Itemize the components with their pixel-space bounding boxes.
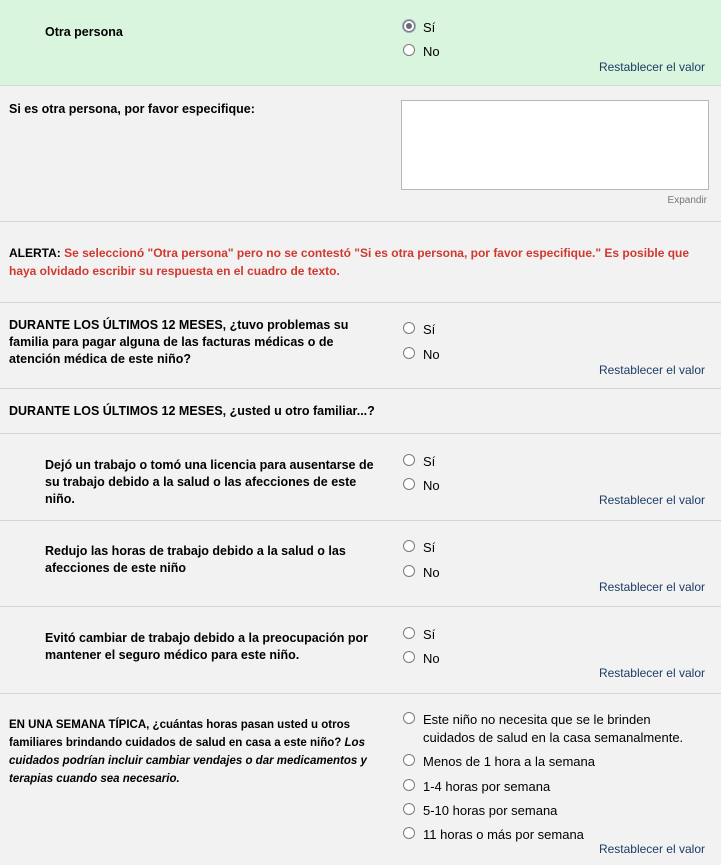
radio-button[interactable] — [403, 565, 415, 577]
reset-value-link[interactable]: Restablecer el valor — [598, 580, 705, 594]
question-label: Dejó un trabajo o tomó una licencia para ausentarse de su trabajo debido a la salud o las afecciones de este niño. — [45, 458, 374, 506]
question-label: Si es otra persona, por favor especifique: — [9, 102, 255, 116]
expand-link[interactable]: Expandir — [667, 195, 707, 206]
radio-option-yes[interactable] — [403, 539, 435, 556]
radio-button[interactable] — [403, 754, 415, 766]
question-row-left-job — [0, 434, 721, 521]
radio-option-5-10[interactable] — [403, 802, 557, 819]
option-label: No — [423, 44, 440, 59]
question-label: Redujo las horas de trabajo debido a la salud o las afecciones de este niño — [45, 544, 346, 575]
radio-option-yes[interactable] — [403, 19, 435, 36]
option-label: No — [423, 347, 440, 362]
radio-button[interactable] — [403, 827, 415, 839]
question-row-avoided-change — [0, 607, 721, 694]
option-label: 5-10 horas por semana — [423, 803, 558, 818]
radio-option-yes[interactable] — [403, 453, 435, 470]
option-label: No — [423, 565, 440, 580]
radio-button[interactable] — [403, 651, 415, 663]
question-row-other-person — [0, 0, 721, 86]
question-row-hours-care — [0, 694, 721, 865]
question-hint: Los cuidados podrían incluir cambiar vendajes o dar medicamentos y terapias cuando sea necesario. — [9, 737, 367, 785]
option-label: Sí — [423, 20, 436, 35]
radio-button[interactable] — [403, 20, 415, 32]
option-label: Este niño no necesita que se le brinden cuidados de salud en la casa semanalmente. — [423, 712, 684, 745]
question-row-bills — [0, 303, 721, 389]
radio-option-no[interactable] — [403, 650, 440, 667]
option-label: 11 horas o más por semana — [423, 827, 584, 842]
question-text: EN UNA SEMANA TÍPICA, ¿cuántas horas pasan usted u otros familiares brindando cuidados de salud en casa a este niño? — [9, 719, 351, 749]
question-label: Otra persona — [45, 25, 123, 39]
option-label: Sí — [423, 322, 436, 337]
radio-option-no[interactable] — [403, 43, 440, 60]
radio-option-no[interactable] — [403, 477, 440, 494]
option-label: No — [423, 478, 440, 493]
radio-option-11-plus[interactable] — [403, 826, 584, 843]
option-label: Sí — [423, 627, 436, 642]
radio-button[interactable] — [403, 712, 415, 724]
radio-option-1-4[interactable] — [403, 778, 550, 795]
radio-option-less-1[interactable] — [403, 753, 595, 770]
alert-text: Se seleccionó "Otra persona" pero no se contestó "Si es otra persona, por favor especifique." Es posible que haya olvidado escribir su respuesta en el cuadro de texto. — [9, 246, 690, 278]
radio-button[interactable] — [403, 478, 415, 490]
question-label — [9, 716, 381, 788]
radio-button[interactable] — [403, 627, 415, 639]
alert-label: ALERTA: — [9, 246, 61, 260]
option-label: Menos de 1 hora a la semana — [423, 754, 595, 769]
radio-button[interactable] — [403, 540, 415, 552]
radio-option-yes[interactable] — [403, 321, 435, 338]
radio-button[interactable] — [403, 454, 415, 466]
option-label: Sí — [423, 540, 436, 555]
option-label: Sí — [423, 454, 436, 469]
question-label: DURANTE LOS ÚLTIMOS 12 MESES, ¿tuvo problemas su familia para pagar alguna de las facturas médicas o de atención médica de este niño? — [9, 318, 349, 366]
radio-option-no[interactable] — [403, 346, 440, 363]
option-label: 1-4 horas por semana — [423, 779, 551, 794]
radio-button[interactable] — [403, 44, 415, 56]
question-label: Evitó cambiar de trabajo debido a la preocupación por mantener el seguro médico para este niño. — [45, 631, 368, 662]
alert-message — [9, 244, 699, 280]
radio-option-no[interactable] — [403, 564, 440, 581]
reset-value-link[interactable]: Restablecer el valor — [598, 842, 705, 856]
radio-button[interactable] — [403, 347, 415, 359]
reset-value-link[interactable]: Restablecer el valor — [598, 363, 705, 377]
radio-button[interactable] — [403, 322, 415, 334]
option-label: No — [423, 651, 440, 666]
radio-option-yes[interactable] — [403, 626, 435, 643]
question-row-reduced-hours — [0, 521, 721, 607]
section-header-row — [0, 389, 721, 434]
reset-value-link[interactable]: Restablecer el valor — [598, 60, 705, 74]
specify-textarea[interactable] — [401, 100, 709, 190]
section-label: DURANTE LOS ÚLTIMOS 12 MESES, ¿usted u otro familiar...? — [9, 404, 375, 418]
question-row-specify — [0, 86, 721, 222]
radio-option-none[interactable] — [403, 711, 693, 747]
alert-row — [0, 222, 721, 303]
reset-value-link[interactable]: Restablecer el valor — [598, 666, 705, 680]
radio-button[interactable] — [403, 779, 415, 791]
reset-value-link[interactable]: Restablecer el valor — [598, 493, 705, 507]
radio-button[interactable] — [403, 803, 415, 815]
